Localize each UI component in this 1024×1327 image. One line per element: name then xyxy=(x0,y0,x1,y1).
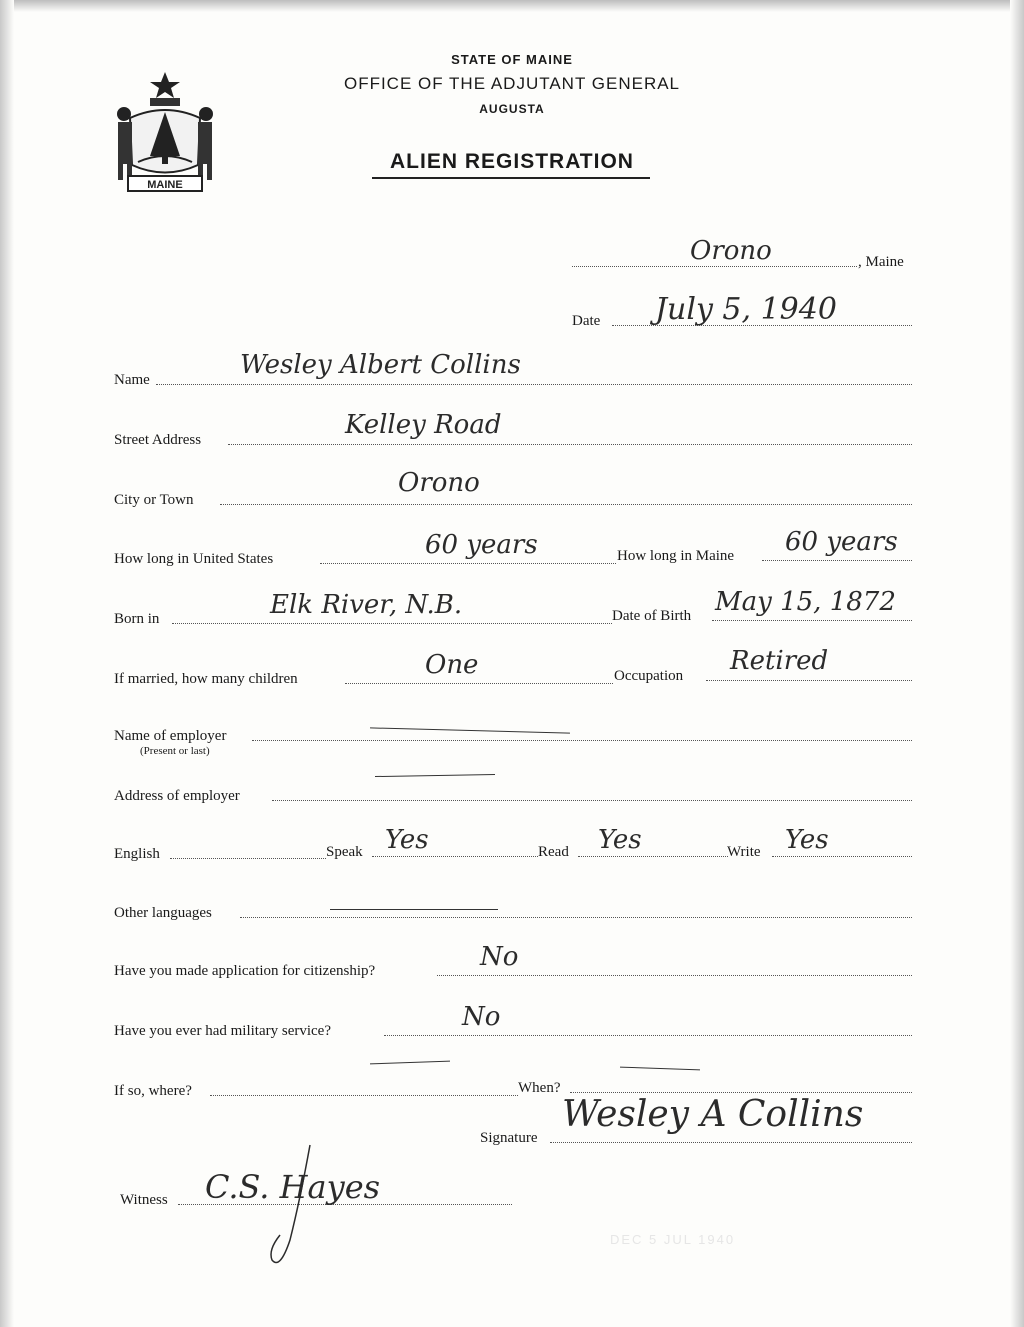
other-languages-line xyxy=(240,917,912,918)
street-label: Street Address xyxy=(114,432,202,448)
born-in-value[interactable]: Elk River, N.B. xyxy=(270,590,463,620)
employer-address-label: Address of employer xyxy=(114,788,240,804)
city-label: City or Town xyxy=(114,492,194,508)
seal-banner-text: MAINE xyxy=(147,179,183,191)
other-languages-dash xyxy=(330,909,498,910)
dob-value[interactable]: May 15, 1872 xyxy=(715,587,896,617)
signature-value[interactable]: Wesley A Collins xyxy=(562,1094,864,1135)
english-label: English xyxy=(114,846,160,862)
when-line xyxy=(570,1092,912,1093)
street-value[interactable]: Kelley Road xyxy=(345,410,502,440)
write-value[interactable]: Yes xyxy=(785,825,829,855)
born-in-label: Born in xyxy=(114,611,160,627)
write-line xyxy=(772,856,912,857)
form-title: ALIEN REGISTRATION xyxy=(390,150,634,173)
occupation-value[interactable]: Retired xyxy=(730,646,829,676)
how-long-us-value[interactable]: 60 years xyxy=(425,530,538,560)
born-in-line xyxy=(172,623,612,624)
office-heading: OFFICE OF THE ADJUTANT GENERAL xyxy=(343,74,681,93)
speak-label: Speak xyxy=(326,844,363,860)
witness-flourish xyxy=(260,1140,320,1280)
speak-line xyxy=(372,856,538,857)
other-languages-label: Other languages xyxy=(114,905,212,921)
city-value[interactable]: Orono xyxy=(398,468,480,498)
city-heading: AUGUSTA xyxy=(479,102,545,116)
if-so-where-line xyxy=(210,1095,518,1096)
name-value[interactable]: Wesley Albert Collins xyxy=(240,350,521,380)
date-label: Date xyxy=(572,313,601,329)
witness-label: Witness xyxy=(120,1192,168,1208)
dob-line xyxy=(712,620,912,621)
military-value[interactable]: No xyxy=(462,1002,501,1032)
read-value[interactable]: Yes xyxy=(598,825,642,855)
when-dash xyxy=(620,1067,700,1071)
if-so-where-label: If so, where? xyxy=(114,1083,192,1099)
citizenship-line xyxy=(437,975,912,976)
scan-edge-right xyxy=(1010,0,1024,1327)
when-label: When? xyxy=(518,1080,561,1096)
employer-sublabel: (Present or last) xyxy=(140,745,210,757)
scan-edge-top xyxy=(0,0,1024,12)
citizenship-value[interactable]: No xyxy=(480,942,519,972)
how-long-maine-value[interactable]: 60 years xyxy=(785,527,898,557)
children-line xyxy=(345,683,613,684)
state-heading: STATE OF MAINE xyxy=(451,52,573,67)
maine-label: , Maine xyxy=(858,254,904,270)
date-value[interactable]: July 5, 1940 xyxy=(655,292,837,327)
name-line xyxy=(156,384,912,385)
read-line xyxy=(578,856,728,857)
town-value[interactable]: Orono xyxy=(690,236,772,266)
write-label: Write xyxy=(727,844,761,860)
how-long-us-label: How long in United States xyxy=(114,551,274,567)
title-underline xyxy=(372,177,650,179)
read-label: Read xyxy=(538,844,569,860)
receipt-stamp: DEC 5 JUL 1940 xyxy=(610,1232,736,1247)
occupation-line xyxy=(706,680,912,681)
speak-value[interactable]: Yes xyxy=(385,825,429,855)
city-line xyxy=(220,504,912,505)
employer-address-line xyxy=(272,800,912,801)
scan-edge-left xyxy=(0,0,14,1327)
military-label: Have you ever had military service? xyxy=(114,1023,331,1039)
employer-dash xyxy=(370,727,570,733)
how-long-maine-label: How long in Maine xyxy=(617,548,735,564)
employer-line xyxy=(252,740,912,741)
how-long-us-line xyxy=(320,563,616,564)
signature-line xyxy=(550,1142,912,1143)
if-so-where-dash xyxy=(370,1061,450,1065)
name-label: Name xyxy=(114,372,150,388)
english-line xyxy=(170,858,326,859)
citizenship-label: Have you made application for citizenship? xyxy=(114,963,376,979)
children-label: If married, how many children xyxy=(114,671,298,687)
employer-address-dash xyxy=(375,774,495,777)
employer-label: Name of employer xyxy=(114,728,227,744)
dob-label: Date of Birth xyxy=(612,608,692,624)
signature-label: Signature xyxy=(480,1130,538,1146)
military-line xyxy=(384,1035,912,1036)
children-value[interactable]: One xyxy=(425,650,479,680)
street-line xyxy=(228,444,912,445)
witness-value[interactable]: C.S. Hayes xyxy=(205,1168,381,1206)
how-long-maine-line xyxy=(762,560,912,561)
town-line xyxy=(572,266,857,267)
occupation-label: Occupation xyxy=(614,668,684,684)
